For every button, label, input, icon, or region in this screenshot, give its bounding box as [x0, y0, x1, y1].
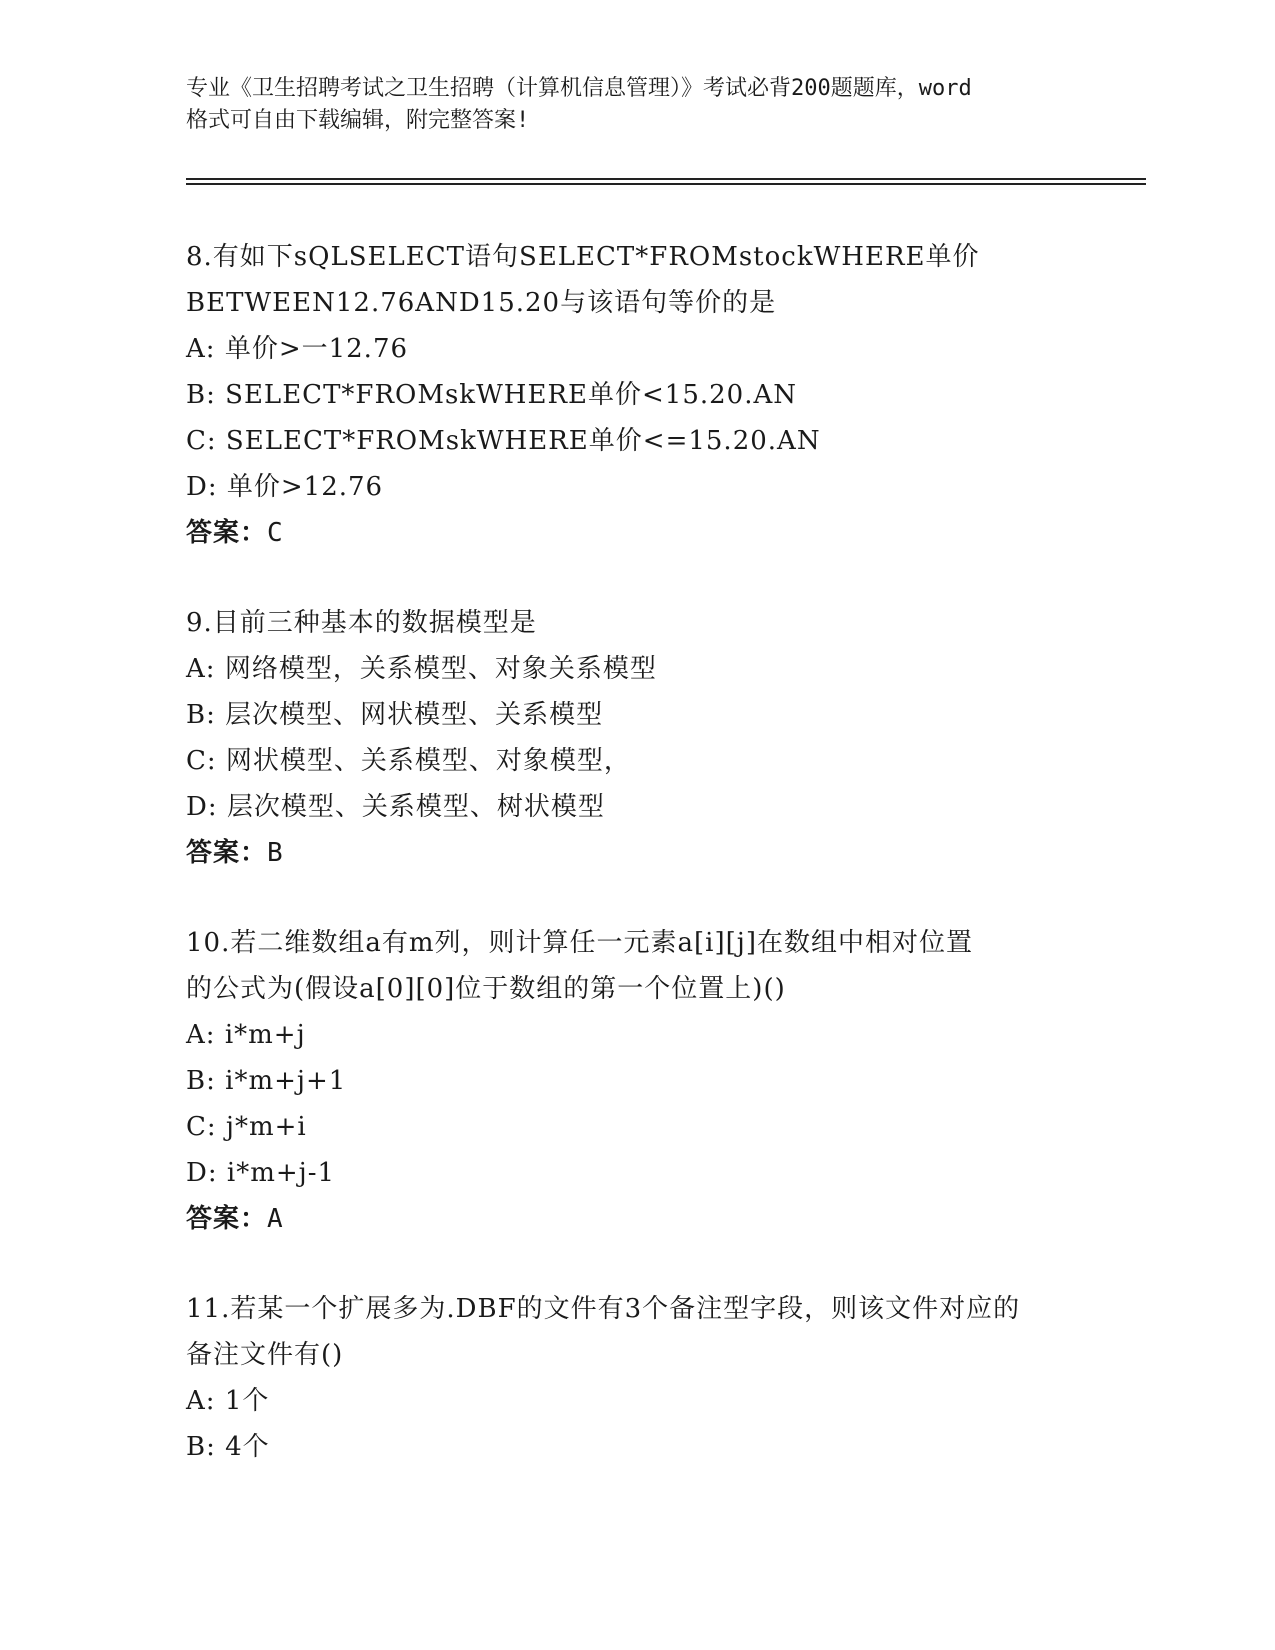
option-text: j*m+i: [225, 1112, 307, 1142]
question-text-line: 的公式为(假设a[0][0]位于数组的第一个位置上)(): [186, 974, 786, 1004]
option-c: [186, 1104, 1096, 1150]
option-b: [186, 1058, 1096, 1104]
option-letter: C:: [186, 1112, 217, 1142]
option-b: [186, 1424, 1096, 1470]
option-text: SELECT*FROMskWHERE单价<=15.20.AN: [225, 426, 821, 456]
answer-value: C: [267, 518, 284, 548]
answer-label: 答案：: [186, 518, 268, 548]
answer-value: B: [267, 838, 284, 868]
spacer: [186, 876, 1096, 920]
option-letter: B:: [186, 700, 216, 730]
option-text: 网络模型，关系模型、对象关系模型: [224, 654, 657, 684]
option-text: i*m+j-1: [226, 1158, 336, 1188]
option-text: SELECT*FROMskWHERE单价<15.20.AN: [225, 380, 798, 410]
option-a: [186, 1378, 1096, 1424]
question-11: [186, 1286, 1096, 1470]
option-letter: D:: [186, 792, 218, 822]
option-text: 网状模型、关系模型、对象模型，: [225, 746, 631, 776]
option-text: i*m+j+1: [225, 1066, 347, 1096]
answer-label: 答案：: [186, 838, 268, 868]
option-letter: B:: [186, 380, 216, 410]
question-9: [186, 600, 1096, 876]
answer-label: 答案：: [186, 1204, 268, 1234]
option-text: 单价>一12.76: [224, 334, 409, 364]
question-list: [186, 234, 1096, 1470]
option-letter: C:: [186, 426, 217, 456]
option-letter: B:: [186, 1066, 216, 1096]
option-d: [186, 464, 1096, 510]
answer-value: A: [267, 1204, 284, 1234]
option-a: [186, 1012, 1096, 1058]
option-a: [186, 646, 1096, 692]
option-a: [186, 326, 1096, 372]
document-header: [186, 73, 1096, 137]
header-line-1: 专业《卫生招聘考试之卫生招聘（计算机信息管理）》考试必背200题题库，word: [186, 76, 972, 101]
option-b: [186, 692, 1096, 738]
option-text: 单价>12.76: [226, 472, 384, 502]
option-c: [186, 738, 1096, 784]
option-text: 1个: [224, 1386, 270, 1416]
answer-line: [186, 510, 1096, 556]
option-letter: D:: [186, 1158, 218, 1188]
option-text: 4个: [225, 1432, 270, 1462]
question-text-line: 8.有如下sQLSELECT语句SELECT*FROMstockWHERE单价: [186, 242, 980, 272]
option-letter: A:: [186, 1386, 216, 1416]
option-d: [186, 1150, 1096, 1196]
option-letter: A:: [186, 334, 216, 364]
question-10: [186, 920, 1096, 1242]
question-text-line: 9.目前三种基本的数据模型是: [186, 608, 537, 638]
header-divider-top: [186, 178, 1146, 180]
option-b: [186, 372, 1096, 418]
spacer: [186, 556, 1096, 600]
option-letter: B:: [186, 1432, 216, 1462]
spacer: [186, 1242, 1096, 1286]
question-8: [186, 234, 1096, 556]
option-letter: A:: [186, 654, 216, 684]
option-letter: D:: [186, 472, 218, 502]
option-c: [186, 418, 1096, 464]
option-letter: A:: [186, 1020, 216, 1050]
question-text-line: BETWEEN12.76AND15.20与该语句等价的是: [186, 288, 777, 318]
answer-line: [186, 830, 1096, 876]
question-text-line: 11.若某一个扩展多为.DBF的文件有3个备注型字段，则该文件对应的: [186, 1294, 1021, 1324]
answer-line: [186, 1196, 1096, 1242]
option-letter: C:: [186, 746, 217, 776]
option-text: 层次模型、关系模型、树状模型: [226, 792, 605, 822]
header-line-2: 格式可自由下载编辑，附完整答案!: [186, 108, 530, 133]
header-divider-bottom: [186, 183, 1146, 185]
question-text-line: 备注文件有(): [186, 1340, 344, 1370]
option-text: i*m+j: [224, 1020, 306, 1050]
question-text-line: 10.若二维数组a有m列，则计算任一元素a[i][j]在数组中相对位置: [186, 928, 973, 958]
option-d: [186, 784, 1096, 830]
option-text: 层次模型、网状模型、关系模型: [225, 700, 604, 730]
